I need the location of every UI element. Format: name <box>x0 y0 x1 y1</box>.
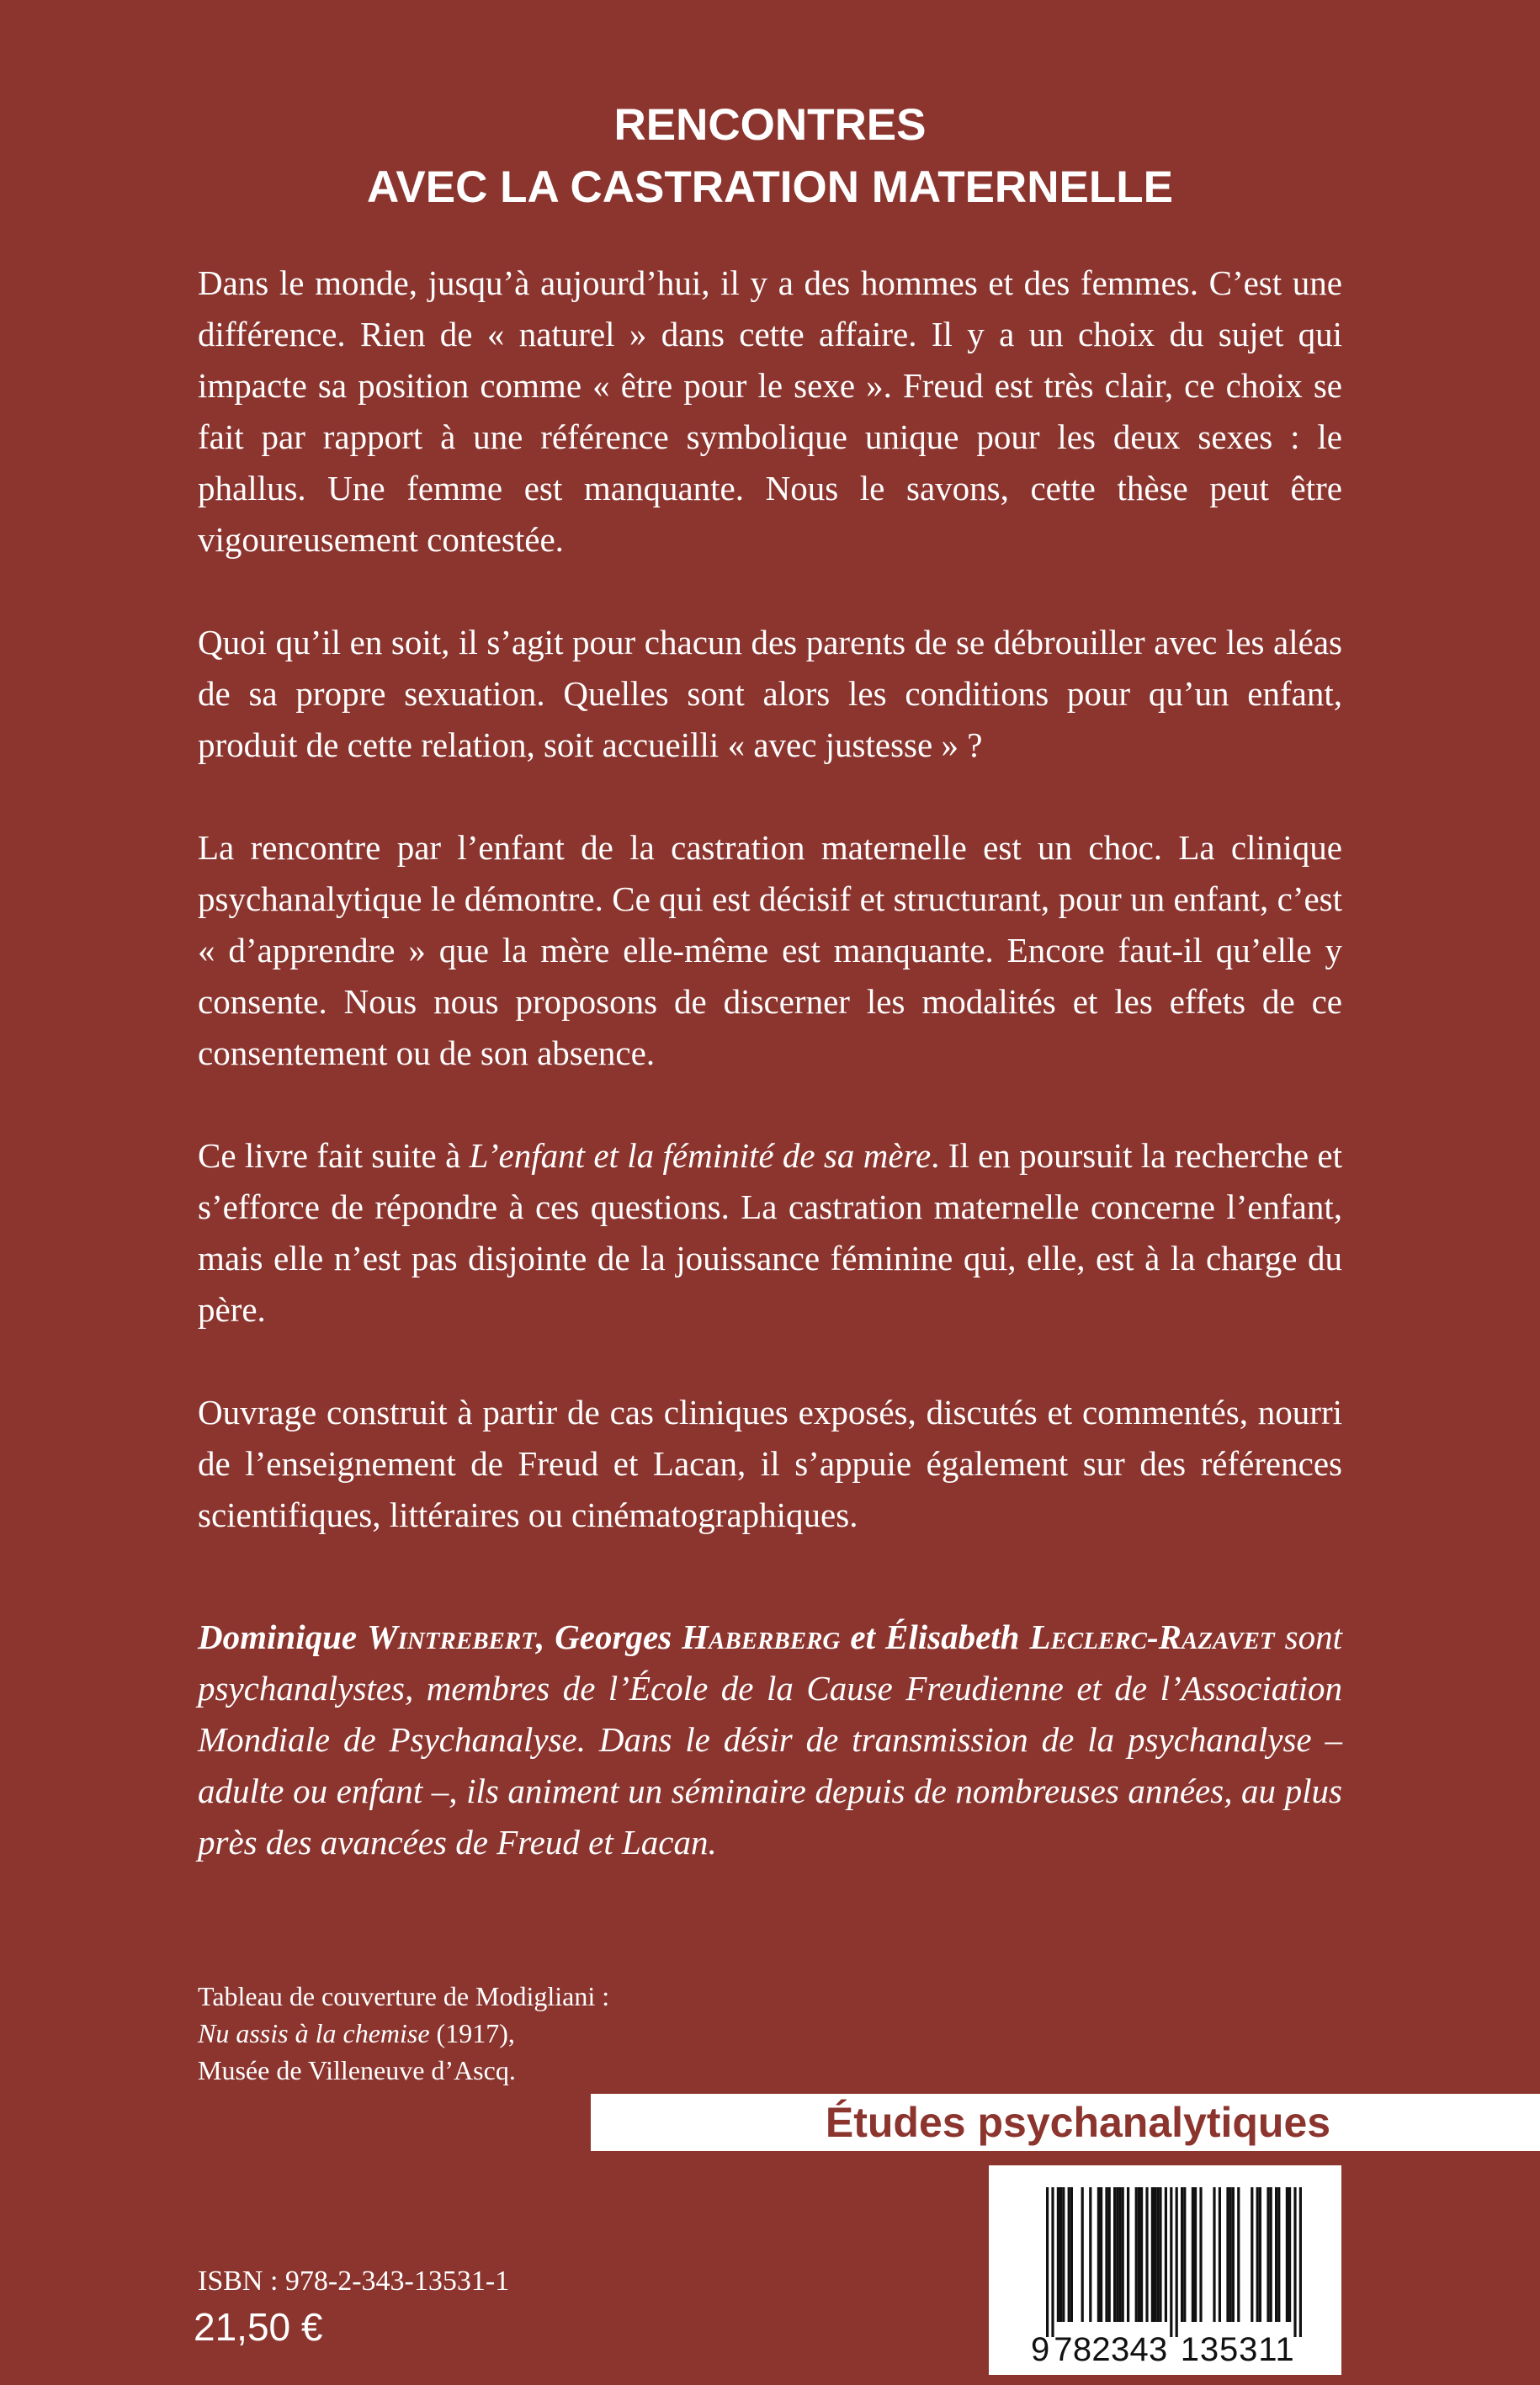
blurb-paragraph-3: La rencontre par l’enfant de la castration maternelle est un choc. La clinique psychanalytique le démontre. Ce qui est décisif et structurant, pour un enfant, c’est « d’apprendre » que la mère elle-même est manquante. Encore faut-il qu’elle y consente. Nous nous proposons de discerner les modalités et les effets de ce consentement ou de son absence. <box>198 828 1342 1072</box>
barcode-bar <box>1159 2187 1161 2322</box>
barcode-digit-first: 9 <box>1031 2331 1050 2368</box>
barcode-bar <box>1229 2187 1232 2322</box>
barcode-digits-right: 135311 <box>1180 2331 1294 2368</box>
barcode-bar <box>1226 2187 1229 2322</box>
price: 21,50 € <box>194 2305 323 2349</box>
credit-line-2: Nu assis à la chemise (1917), <box>198 2018 515 2048</box>
title-line-1: RENCONTRES <box>613 100 927 150</box>
barcode-bar <box>1194 2187 1197 2322</box>
barcode-bar <box>1237 2187 1240 2322</box>
barcode-bar <box>1135 2187 1138 2322</box>
credit-line-1: Tableau de couverture de Modigliani : <box>198 1981 610 2011</box>
barcode-bar <box>1288 2187 1291 2322</box>
barcode <box>989 2165 1341 2375</box>
barcode-bar <box>1267 2187 1269 2322</box>
barcode-bar <box>1070 2187 1073 2322</box>
barcode-bar <box>1256 2187 1259 2322</box>
blurb <box>198 258 1342 1592</box>
barcode-bar <box>1100 2187 1102 2322</box>
authors-bio <box>198 1612 1342 1868</box>
barcode-bar <box>1251 2187 1253 2322</box>
blurb-paragraph-4 <box>198 1130 1342 1336</box>
barcode-bar <box>1068 2187 1070 2322</box>
barcode-bar <box>1145 2187 1148 2322</box>
barcode-bar <box>1051 2187 1054 2337</box>
barcode-graphic <box>989 2165 1341 2375</box>
barcode-bar <box>1097 2187 1100 2322</box>
barcode-bar <box>1062 2187 1065 2322</box>
barcode-bar <box>1183 2187 1186 2322</box>
blurb-paragraph-5: Ouvrage construit à partir de cas cliniques exposés, discutés et commentés, nourri de l’enseignement de Freud et Lacan, il s’appuie également sur des références scientifiques, littéraires ou cinématographiques. <box>198 1393 1342 1534</box>
barcode-bar <box>1151 2187 1154 2322</box>
barcode-bar <box>1270 2187 1272 2322</box>
barcode-bar <box>1219 2187 1221 2322</box>
barcode-bar <box>1293 2187 1296 2337</box>
isbn: ISBN : 978-2-343-13531-1 <box>198 2265 510 2297</box>
cited-book-title: L’enfant et la féminité de sa mère <box>469 1136 932 1175</box>
barcode-bar <box>1277 2187 1280 2322</box>
barcode-bar <box>1057 2187 1059 2322</box>
barcode-bar <box>1192 2187 1194 2322</box>
title-line-2: AVEC LA CASTRATION MATERNELLE <box>367 162 1173 212</box>
barcode-bar <box>1259 2187 1261 2322</box>
author-3: Élisabeth Leclerc-Razavet <box>885 1617 1275 1656</box>
book-title <box>0 94 1540 219</box>
barcode-bar <box>1113 2187 1116 2322</box>
author-2: Georges Haberberg et <box>555 1617 885 1656</box>
barcode-bar <box>1127 2187 1129 2322</box>
barcode-bar <box>1213 2187 1215 2322</box>
barcode-bar <box>1140 2187 1143 2322</box>
barcode-bar <box>1046 2187 1049 2337</box>
barcode-bar <box>1165 2187 1167 2322</box>
collection-band <box>591 2094 1540 2151</box>
barcode-bar <box>1108 2187 1111 2322</box>
barcode-bar <box>1181 2187 1183 2322</box>
barcode-bar <box>1089 2187 1091 2322</box>
blurb-paragraph-1: Dans le monde, jusqu’à aujourd’hui, il y a des hommes et des femmes. C’est une différence. Rien de « naturel » dans cette affaire. Il y a un choix du sujet qui impacte sa position comme « être pour le sexe ». Freud est très clair, ce choix se fait par rapport à une référence symbolique unique pour les deux sexes : le phallus. Une femme est manquante. Nous le savons, cette thèse peut être vigoureusement contestée. <box>198 263 1342 559</box>
cover-credit <box>198 1978 609 2089</box>
credit-line-3: Musée de Villeneuve d’Ascq. <box>198 2055 516 2085</box>
author-1: Dominique Wintrebert, <box>198 1617 555 1656</box>
p4-text-end: . Il en poursuit la recherche et s’efforce de répondre à ces questions. La castration maternelle concerne l’enfant, mais elle n’est pas disjointe de la jouissance féminine qui, elle, est à la charge du père. <box>198 1136 1342 1329</box>
blurb-paragraph-2: Quoi qu’il en soit, il s’agit pour chacun des parents de se débrouiller avec les aléas de sa propre sexuation. Quelles sont alors les conditions pour qu’un enfant, produit de cette relation, soit accueilli « avec justesse » ? <box>198 623 1342 764</box>
barcode-bar <box>1275 2187 1277 2322</box>
authors-bio-text: sont psychanalystes, membres de l’École de la Cause Freudienne et de l’Association Mondiale de Psychanalyse. Dans le désir de transmission de la psychanalyse – adulte ou enfant –, ils animent un séminaire depuis de nombreuses années, au plus près des avancées de Freud et Lacan. <box>198 1617 1342 1862</box>
barcode-bar <box>1170 2187 1172 2337</box>
barcode-bar <box>1059 2187 1062 2322</box>
collection-name: Études psychanalytiques <box>825 2099 1331 2146</box>
barcode-bar <box>1299 2187 1302 2337</box>
barcode-bar <box>1232 2187 1235 2322</box>
barcode-bar <box>1286 2187 1288 2322</box>
p4-text: Ce livre fait suite à <box>198 1136 470 1175</box>
barcode-bar <box>1176 2187 1178 2337</box>
barcode-bar <box>1122 2187 1124 2322</box>
barcode-bar <box>1116 2187 1118 2322</box>
barcode-bar <box>1199 2187 1202 2322</box>
barcode-bar <box>1138 2187 1140 2322</box>
barcode-bar <box>1154 2187 1156 2322</box>
barcode-bar <box>1156 2187 1159 2322</box>
barcode-bar <box>1118 2187 1121 2322</box>
barcode-bar <box>1105 2187 1107 2322</box>
barcode-digits-left: 782343 <box>1054 2331 1168 2368</box>
barcode-bar <box>1081 2187 1084 2322</box>
